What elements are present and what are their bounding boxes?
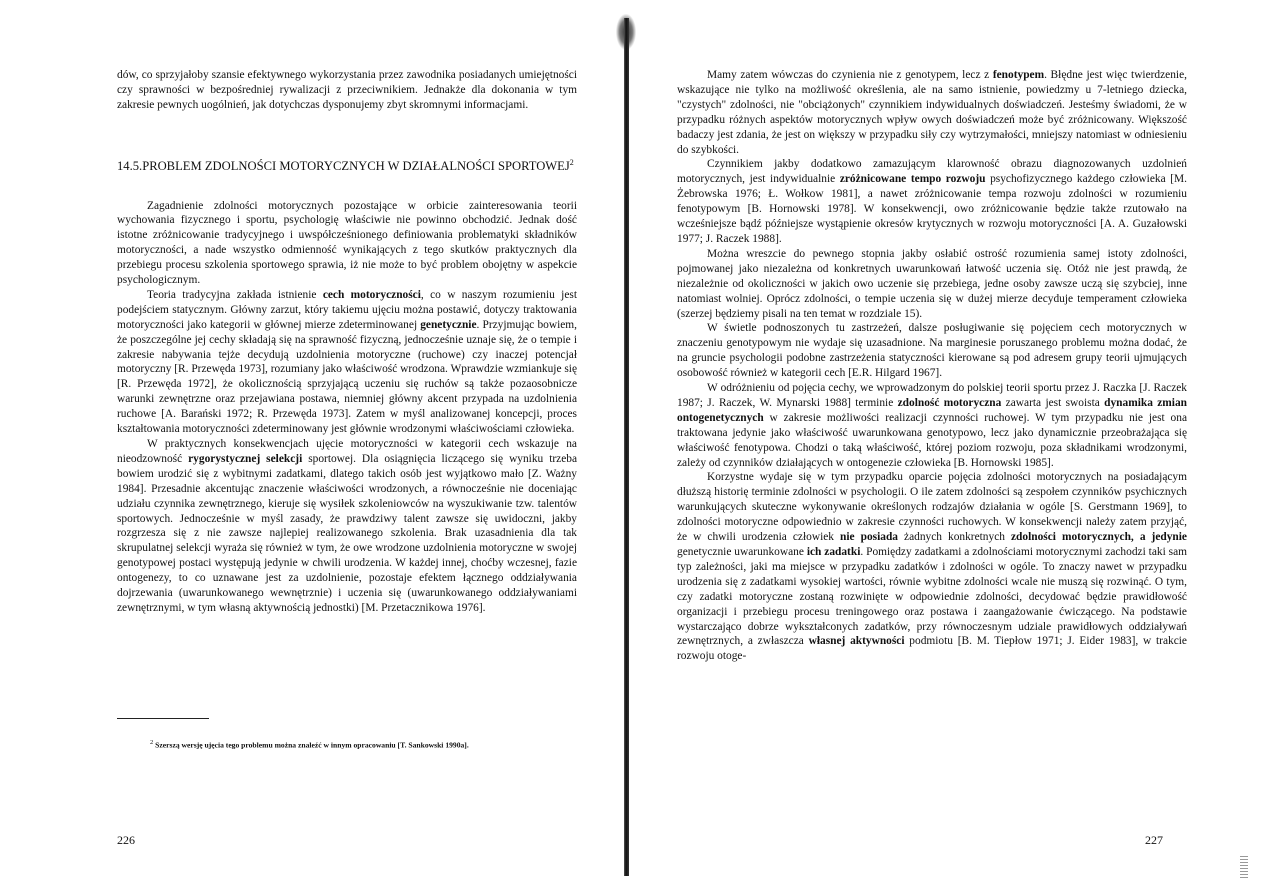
right-text-column [677,68,1187,664]
text-run: zawarta jest swoista [1001,396,1105,409]
text-run: . Błędne jest więc twierdzenie, wskazujące nie tylko na możliwość określenia, ale na samo istnienie, powiedzmy u 7-letniego dziecka, "czystych" zdolności, nie "obciążonych" czynnikiem indywidualnych doświadczeń. Jesteśmy świadomi, że w przypadku różnych aspektów motorycznych wpływ owych doświadczeń może być zróżnicowany. Większość badaczy jest zdania, że jest on większy w przypadku siły czy wytrzymałości, mniejszy natomiast w odniesieniu do szybkości. [677,69,1187,156]
text-run: Mamy zatem wówczas do czynienia nie z genotypem, lecz z [707,69,993,81]
text-run: podmiotu [B. M. Tiepłow 1971; J. Eider 1983], w trakcie rozwoju otoge- [677,635,1187,663]
bold-term: dynamika zmian ontogenetycznych [677,396,1187,424]
section-heading-text: 14.5.PROBLEM ZDOLNOŚCI MOTORYCZNYCH W DZIAŁALNOŚCI SPORTOWEJ [117,158,570,173]
footnote-reference: 2 [569,157,574,167]
paragraph-continuation: dów, co sprzyjałoby szansie efektywnego wykorzystania przez zawodnika posiadanych umiejętności czy sprawności w bezpośredniej rywalizacji z przeciwnikiem. Jednakże dla dokonania w tym zakresie pewnych uogólnień, jak dotychczas dysponujemy zbyt skromnymi informacjami. [117,69,577,111]
footnote-marker: 2 [150,739,154,746]
bold-term: rygorystycznej selekcji [188,452,303,465]
paragraph [677,68,1187,157]
paragraph [117,288,577,437]
right-page [632,0,1263,893]
page-number-right: 227 [1145,833,1163,847]
text-run: sportowej. Dla osiągnięcia liczącego się wyniku trzeba bowiem urodzić się z wybitnymi zadatkami, dlatego takich osób jest wyjątkowo mało [Z. Ważny 1984]. Przesadnie akcentując znaczenie właściwości wrodzonych, a równocześnie nie doceniając udziału czynnika zewnętrznego, kieruje się wysiłek szkoleniowców na wyszukiwanie tzw. talentów sportowych. Jednocześnie w myśl zasady, że prawdziwy talent zawsze się uwidoczni, jakby rozgrzesza się z nie zawsze najlepiej realizowanego szkolenia. Brak uzasadnienia dla tak skrupulatnej selekcji wyraża się również w tym, że owe wrodzone uzdolnienia motoryczne w swojej genotypowej postaci występują jedynie w chwili urodzenia. W każdej innej, choćby wczesnej, fazie ontogenezy, to co uznawane jest za uzdolnienie, pozostaje efektem łącznego oddziaływania dojrzewania (uwarunkowanego wewnętrznie) i uczenia się (uwarunkowanego oddziaływaniami zewnętrznymi, w tym własną aktywnością jednostki) [M. Przetacznikowa 1976]. [117,452,578,614]
paragraph [677,470,1187,664]
bold-term: zdolności motorycznych, a jedynie [1011,531,1187,544]
paragraph: Zagadnienie zdolności motorycznych pozostające w orbicie zainteresowania teorii wychowania fizycznego i sportu, psychologię właściwie nie powinno obchodzić. Jednak dość istotne zróżnicowanie tradycyjnego i uwspółcześnionego definiowania problematyki składników motoryczności, a nade wszystko odmienność wynikających z tego skutków praktycznych dla przebiegu procesu szkolenia sportowego sprawia, iż nie może to być problem obojętny w aspekcie psychologicznym. [117,199,577,287]
paragraph [677,157,1187,246]
text-run: psychofizycznego każdego człowieka [M. Żebrowska 1976; Ł. Wołkow 1981], a nawet zróżnicowanie tempa rozwoju zdolności w rozumieniu fenotypowym [B. Hornowski 1978]. W konsekwencji, owo zróżnicowanie będzie także rzutowało na wcześniejsze bądź późniejsze wystąpienie okresów krytycznych w rozwoju motoryczności [A. A. Guzałowski 1977; J. Raczek 1988]. [677,173,1187,245]
footnote-divider [117,718,209,719]
text-run: W praktycznych konsekwencjach ujęcie motoryczności w kategorii cech wskazuje na nieodzowność [117,438,577,465]
text-run: , co w naszym rozumieniu jest podejściem statycznym. Główny zarzut, który takiemu ujęciu można postawić, dotyczy traktowania motoryczności jako kategorii w głównej mierze zdeterminowanej [117,288,577,331]
text-run: Czynnikiem jakby dodatkowo zamazującym klarowność obrazu diagnozowanych uzdolnień motorycznych, jest indywidualnie [677,158,1187,186]
bold-term: fenotypem [992,69,1045,81]
bold-term: zróżnicowane tempo rozwoju [839,173,986,186]
footnote [150,738,570,751]
left-text-column [117,68,577,616]
text-run: w zakresie możliwości realizacji czynności ruchowej. W tym przypadku nie jest ona traktowana jedynie jako właściwość uwarunkowana genotypowo, lecz jako dynamicznie przeobrażająca się właściwość fenotypowa. Chodzi o taką właściwość, której poziom rozwoju, poza składnikami wrodzonymi, zależy od czynników działających w ontogenezie człowieka [B. Hornowski 1985]. [677,411,1187,469]
text-run: genetycznie uwarunkowane [677,546,807,558]
bold-term: zdolność motoryczna [897,396,1002,409]
bold-term: genetycznie [420,318,477,331]
bold-term: cech motoryczności [322,288,421,301]
paragraph: Można wreszcie do pewnego stopnia jakby osłabić ostrość rozumienia samej istoty zdolności, pojmowanej jako niezależna od konkretnych uwarunkowań łatwość uczenia się. Otóż nie jest prawdą, że niezależnie od okoliczności w jakich owo uczenie się przebiega, jedne osoby zawsze uczą się szybciej, inne natomiast wolniej. Oprócz zdolności, o tempie uczenia się w dużej mierze decyduje temperament człowieka (szerzej będziemy pisali na ten temat w rozdziale 15). [677,247,1187,320]
text-run: Korzystne wydaje się w tym przypadku oparcie pojęcia zdolności motorycznych na posiadającym dłuższą historię terminie zdolności w psychologii. O ile zatem zdolności są zespołem czynników psychicznych warunkujących skuteczne wykonywanie określonych rodzajów działania w ogóle [S. Gerstmann 1969], to zdolności motoryczne odpowiednio w zakresie czynności ruchowych. W konsekwencji należy zatem przyjąć, że w chwili urodzenia człowiek [677,471,1187,544]
paragraph: W świetle podnoszonych tu zastrzeżeń, dalsze posługiwanie się pojęciem cech motorycznych w znaczeniu genotypowym nie wydaje się uzasadnione. Na marginesie poruszanego problemu można dodać, że na gruncie psychologii podobne zastrzeżenia statyczności kierowane są pod adresem grupy teorii ujmujących osobowość również w kategorii cech [E.R. Hilgard 1967]. [677,322,1187,380]
page-number-left: 226 [117,833,135,847]
text-run: Teoria tradycyjna zakłada istnienie [147,288,323,301]
text-run: żadnych konkretnych [897,531,1011,544]
scan-artifact [1240,856,1248,878]
bold-term: nie posiada [840,531,898,544]
text-run: . Przyjmując bowiem, że poszczególne jej cechy składają się na sprawność fizyczną, jednocześnie uznaje się, że o tempie i zakresie nabywania tejże decydują uzdolnienia motoryczne (ruchowe) czy inaczej potencjał motoryczny [R. Przewęda 1973], rozumiany jako właściwość wrodzona. Wprawdzie wzmiankuje się [R. Przewęda 1972], że okolicznością sprzyjającą uczeniu się ruchów są także pozaosobnicze warunki zewnętrzne oraz przejawiana postawa, niemniej główny akcent przypada na uzdolnienia ruchowe [A. Barański 1972; R. Przewęda 1973]. Zatem w myśl analizowanej koncepcji, proces kształtowania motoryczności zdeterminowany jest głównie wrodzonymi właściwościami człowieka. [117,318,578,436]
text-run: . Pomiędzy zadatkami a zdolnościami motorycznymi zachodzi taki sam typ zależności, jaki ma miejsce w przypadku zadatków i zdolności w ogóle. To znaczy nawet w przypadku urodzenia się z zadatkami wysokiej wartości, równie wybitne zdolności wcale nie muszą się rozwinąć. O tym, czy zadatki motoryczne zostaną rozwinięte w odpowiednie zdolności, decydować będzie prawidłowość organizacji i przebiegu procesu treningowego oraz postawa i zaangażowanie ćwiczącego. Na podstawie wystarczająco dobrze wykształconych zadatków, przy równoczesnym udziale prawidłowych oddziaływań zewnętrznych, a zwłaszcza [677,546,1187,648]
book-spine-line [624,18,629,876]
section-heading [117,155,577,175]
paragraph [117,437,577,616]
left-page [0,0,620,893]
text-run: W odróżnieniu od pojęcia cechy, we wprowadzonym do polskiej teorii sportu przez J. Raczka [J. Raczek 1987; J. Raczek, W. Mynarski 1988] terminie [677,382,1187,409]
bold-term: własnej aktywności [808,635,905,648]
bold-term: ich zadatki [806,546,861,558]
footnote-text: Szerszą wersję ujęcia tego problemu można znaleźć w innym opracowaniu [T. Sankowski 1990a]. [155,740,469,750]
paragraph [677,381,1187,470]
